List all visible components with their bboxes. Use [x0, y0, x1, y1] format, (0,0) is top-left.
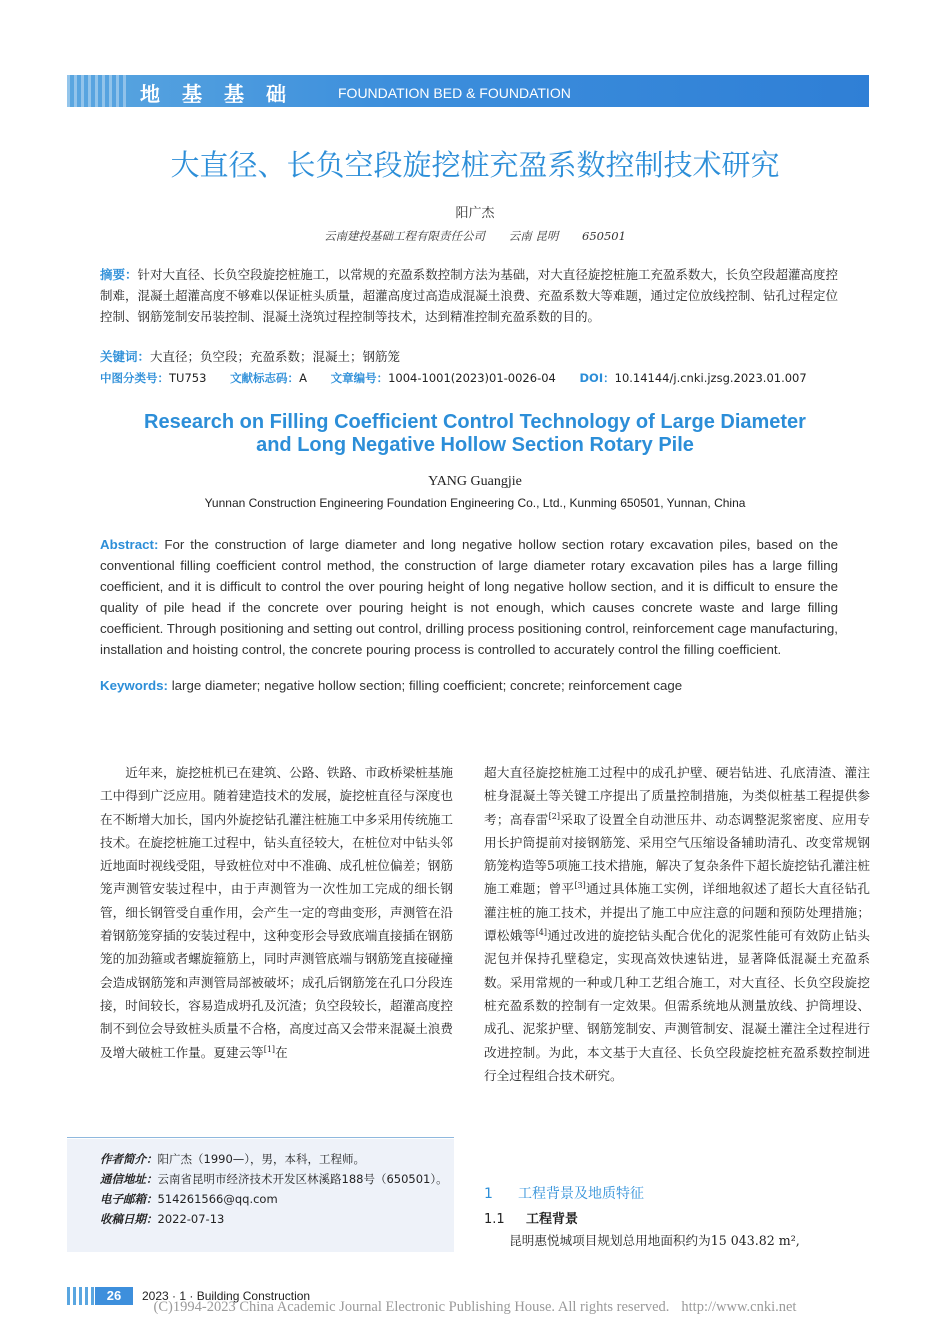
- author-cn: 阳广杰: [455, 206, 495, 221]
- author-bio: [100, 1149, 450, 1169]
- keywords-en-label: Keywords:: [100, 678, 168, 693]
- citation-1: [1]: [263, 1044, 276, 1054]
- article-meta: [100, 370, 840, 386]
- body-right-text-b: 采取了设置全自动泄压井、动态调整泥浆密度、应用专用长护筒提前对接钢筋笼、采用空气压缩设备辅助清孔、改变常规钢筋笼构造等5项施工技术措施，解决了复杂条件下超长旋挖钻孔灌注桩施工难题；曾平: [484, 811, 871, 897]
- body-right-text-d: 通过改进的旋挖钻头配合优化的泥浆性能可有效防止钻头泥包并保持孔壁稳定，实现高效快速钻进，显著降低混凝土充盈系数。采用常规的一种或几种工艺组合施工，对大直径、长负空段旋挖桩充盈系数的控制有一定效果。但需系统地从测量放线、护筒埋设、成孔、泥浆护壁、钢筋笼制安、声测管制安、混凝土灌注全过程进行改进控制。为此，本文基于大直径、长负空段旋挖桩充盈系数控制进行全过程组合技术研究。: [484, 928, 871, 1083]
- clc-value: TU753: [169, 371, 207, 385]
- clc-label: 中图分类号：: [100, 371, 169, 385]
- doi-label: DOI：: [579, 371, 615, 385]
- body-right-column: [484, 761, 870, 1087]
- date-text: 2022-07-13: [157, 1212, 225, 1226]
- section-1-1-text: 昆明惠悦城项目规划总用地面积约为15 043.82 m²,: [509, 1233, 800, 1248]
- section-1-number: 1: [484, 1186, 493, 1202]
- author-email: [100, 1189, 450, 1209]
- abstract-en: [100, 534, 838, 660]
- citation-3: [3]: [574, 881, 586, 891]
- doi-value: 10.14144/j.cnki.jzsg.2023.01.007: [614, 371, 807, 385]
- keywords-en-text: large diameter; negative hollow section; filling coefficient; concrete; reinforcement cage: [171, 678, 683, 693]
- date-label: 收稿日期：: [100, 1212, 158, 1226]
- affiliation-cn: [0, 228, 950, 244]
- doc-code-label: 文献标志码：: [230, 371, 300, 385]
- email-label: 电子邮箱：: [100, 1192, 158, 1206]
- keywords-cn: [100, 347, 400, 365]
- section-1-title: 工程背景及地质特征: [518, 1186, 644, 1202]
- body-left-column: [100, 761, 453, 1064]
- abstract-en-text: For the construction of large diameter and long negative hollow section rotary excavation piles, based on the conventional filling coefficient control method, the construction of large diameter rotary excavation piles has a large filling coefficient, and it is difficult to control the over pouring height of long negative hollow section, and it is difficult to ensure the quality of pile head if the concrete over pouring height is not enough, which causes concrete waste and large filling coefficient. Through positioning and setting out control, drilling process positioning control, reinforcement cage manufacturing, installation and hoisting control, the concrete pouring process is controlled to accurately control the filling coefficient.: [100, 537, 838, 657]
- section-title-en: FOUNDATION BED & FOUNDATION: [338, 85, 571, 101]
- section-1-1-heading: [484, 1208, 578, 1227]
- title-en-line2: and Long Negative Hollow Section Rotary Pile: [256, 434, 694, 456]
- bio-label: 作者简介：: [100, 1152, 158, 1166]
- affiliation-zip: 650501: [582, 229, 626, 243]
- keywords-en: [100, 678, 682, 693]
- abstract-cn: [100, 264, 838, 327]
- citation-4: [4]: [535, 927, 548, 937]
- article-title-en: [0, 411, 950, 457]
- bio-text: 阳广杰（1990—），男，本科，工程师。: [157, 1152, 366, 1166]
- section-title-cn: 地基基础: [140, 82, 308, 106]
- body-left-text: 近年来，旋挖桩机已在建筑、公路、铁路、市政桥梁桩基施工中得到广泛应用。随着建造技术的发展，旋挖桩直径与深度也在不断增大加长，国内外旋挖钻孔灌注桩施工中多采用传统施工技术。在旋挖桩施工过程中，钻头直径较大，在桩位对中钻头邻近地面时视线受阻，导致桩位对中不准确、成孔桩位偏差；钢筋笼声测管安装过程中，由于声测管为一次性加工完成的细长钢管，细长钢管受自重作用，会产生一定的弯曲变形，声测管在沿着钢筋笼穿插的安装过程中，这种变形会导致底端直接插在钢筋笼的加劲箍或者螺旋箍筋上，同时声测管底端与钢筋笼直接碰撞会造成钢筋笼和声测管局部被破坏；成孔后钢筋笼在孔口分段连接，时间较长，容易造成坍孔及沉渣；负空段较长，超灌高度控制不到位会导致桩头质量不合格，高度过高又会带来混凝土浪费及增大破桩工作量。夏建云等: [100, 765, 453, 1060]
- address-label: 通信地址：: [100, 1172, 158, 1186]
- section-1-1-title: 工程背景: [526, 1212, 579, 1227]
- copyright-text: (C)1994-2023 China Academic Journal Electronic Publishing House. All rights reserved.: [153, 1299, 670, 1315]
- article-id-value: 1004-1001(2023)01-0026-04: [388, 371, 556, 385]
- copyright-line: [0, 1299, 950, 1316]
- email-text: 514261566@qq.com: [157, 1192, 278, 1206]
- header-stripes: [67, 75, 127, 107]
- abstract-cn-text: 针对大直径、长负空段旋挖桩施工，以常规的充盈系数控制方法为基础，对大直径旋挖桩施工充盈系数大，长负空段超灌高度控制难，混凝土超灌高度不够难以保证桩头质量，超灌高度过高造成混凝土浪费、充盈系数大等难题，通过定位放线控制、钻孔过程定位控制、钢筋笼制安吊装控制、混凝土浇筑过程控制等技术，达到精准控制充盈系数的目的。: [100, 267, 838, 324]
- address-text: 云南省昆明市经济技术开发区林溪路188号（650501）。: [157, 1172, 448, 1186]
- article-id-label: 文章编号：: [330, 371, 389, 385]
- affiliation-en: Yunnan Construction Engineering Foundation Engineering Co., Ltd., Kunming 650501, Yunnan, China: [204, 496, 746, 510]
- doc-code-value: A: [299, 371, 307, 385]
- body-right-text-c: 通过具体施工实例，详细地叙述了超长大直径钻孔灌注桩的施工技术，并提出了施工中应注意的问题和预防处理措施；谭松娥等: [484, 881, 871, 944]
- citation-2: [2]: [548, 811, 560, 821]
- section-1-heading: [484, 1183, 644, 1203]
- received-date: [100, 1209, 450, 1229]
- body-right-text-a: 超大直径旋挖桩施工过程中的成孔护壁、硬岩钻进、孔底清渣、灌注桩身混凝土等关键工序提出了质量控制措施，为类似桩基工程提供参考；高春雷: [484, 765, 870, 827]
- page-number: 26: [95, 1287, 133, 1305]
- abstract-en-label: Abstract:: [100, 537, 159, 552]
- affiliation-city: 云南 昆明: [508, 229, 559, 243]
- article-title-cn: 大直径、长负空段旋挖桩充盈系数控制技术研究: [170, 148, 780, 182]
- body-left-tail: 在: [275, 1044, 288, 1060]
- notes-divider: [67, 1137, 454, 1138]
- section-1-1-number: 1.1: [484, 1212, 505, 1227]
- abstract-cn-label: 摘要：: [100, 267, 138, 282]
- author-en: YANG Guangjie: [428, 474, 522, 489]
- author-address: [100, 1169, 450, 1189]
- author-notes: [100, 1149, 450, 1229]
- cnki-url[interactable]: http://www.cnki.net: [681, 1299, 797, 1315]
- keywords-cn-label: 关键词：: [100, 349, 151, 364]
- affiliation-org: 云南建投基础工程有限责任公司: [324, 229, 486, 243]
- journal-issue: 2023 · 1 · Building Construction: [142, 1289, 311, 1303]
- title-en-line1: Research on Filling Coefficient Control Technology of Large Diameter: [144, 411, 806, 433]
- keywords-cn-text: 大直径；负空段；充盈系数；混凝土；钢筋笼: [150, 349, 401, 364]
